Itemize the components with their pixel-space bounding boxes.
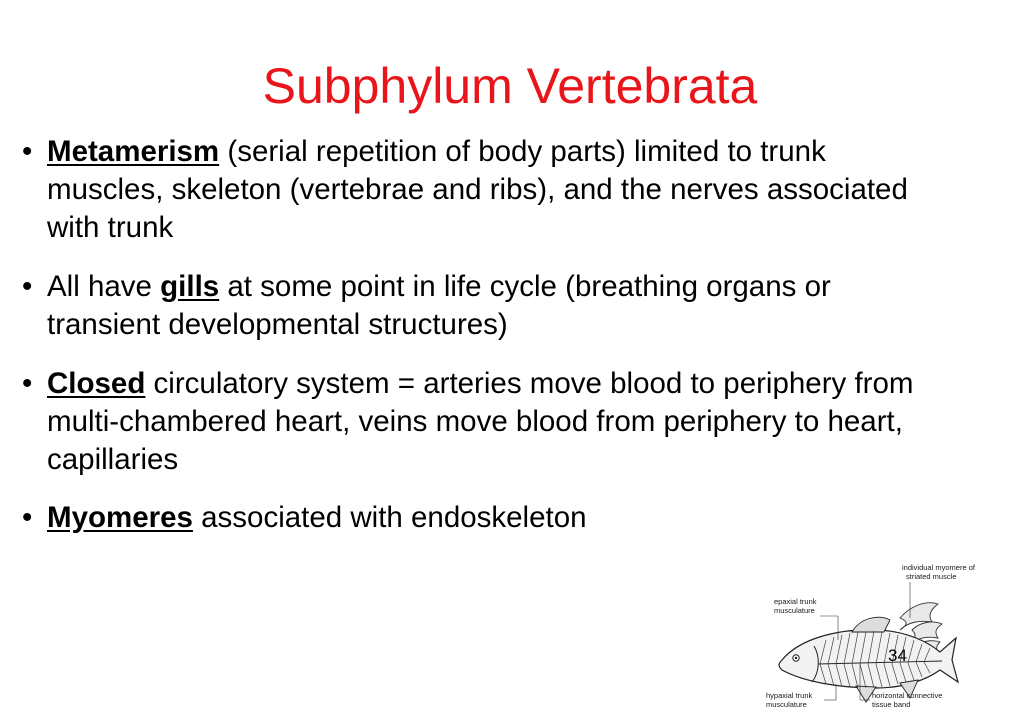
slide-title: Subphylum Vertebrata bbox=[262, 58, 758, 114]
label-hypaxial: hypaxial trunk bbox=[766, 691, 813, 700]
bullet-closed-circulatory bbox=[22, 365, 937, 479]
bullet-marker: • bbox=[22, 501, 33, 534]
fish-myomere-diagram bbox=[760, 560, 975, 720]
label-myomere-2: striated muscle bbox=[906, 572, 957, 581]
label-epaxial: epaxial trunk bbox=[774, 597, 817, 606]
bullet-list bbox=[22, 133, 937, 537]
bullet-text: circulatory system = arteries move blood to periphery from multi-chambered heart, veins move blood from periphery to heart, capillaries bbox=[47, 367, 914, 476]
bullet-metamerism bbox=[22, 133, 937, 247]
label-horizontal-2: tissue band bbox=[872, 700, 911, 709]
bullet-myomeres bbox=[22, 499, 937, 537]
fish-myomere-figure bbox=[760, 560, 975, 720]
bullet-text: (serial repetition of body parts) limited to trunk muscles, skeleton (vertebrae and ribs), and the nerves associated with trunk bbox=[47, 135, 908, 244]
slide-number: 34 bbox=[888, 646, 907, 665]
term-closed: Closed bbox=[47, 367, 146, 400]
bullet-text: associated with endoskeleton bbox=[192, 501, 587, 534]
label-epaxial-2: musculature bbox=[774, 606, 815, 615]
bullet-marker: • bbox=[22, 270, 33, 303]
label-hypaxial-2: musculature bbox=[766, 700, 807, 709]
term-myomeres: Myomeres bbox=[47, 501, 193, 534]
bullet-marker: • bbox=[22, 367, 33, 400]
term-metamerism: Metamerism bbox=[47, 135, 220, 168]
bullet-text-lead: All have bbox=[47, 270, 161, 303]
bullet-gills bbox=[22, 268, 937, 344]
term-gills: gills bbox=[160, 270, 220, 303]
bullet-marker: • bbox=[22, 135, 33, 168]
label-horizontal: horizontal connective bbox=[872, 691, 943, 700]
label-myomere: individual myomere of bbox=[902, 563, 975, 572]
bullet-text: at some point in life cycle (breathing organs or transient developmental structures) bbox=[47, 270, 831, 341]
